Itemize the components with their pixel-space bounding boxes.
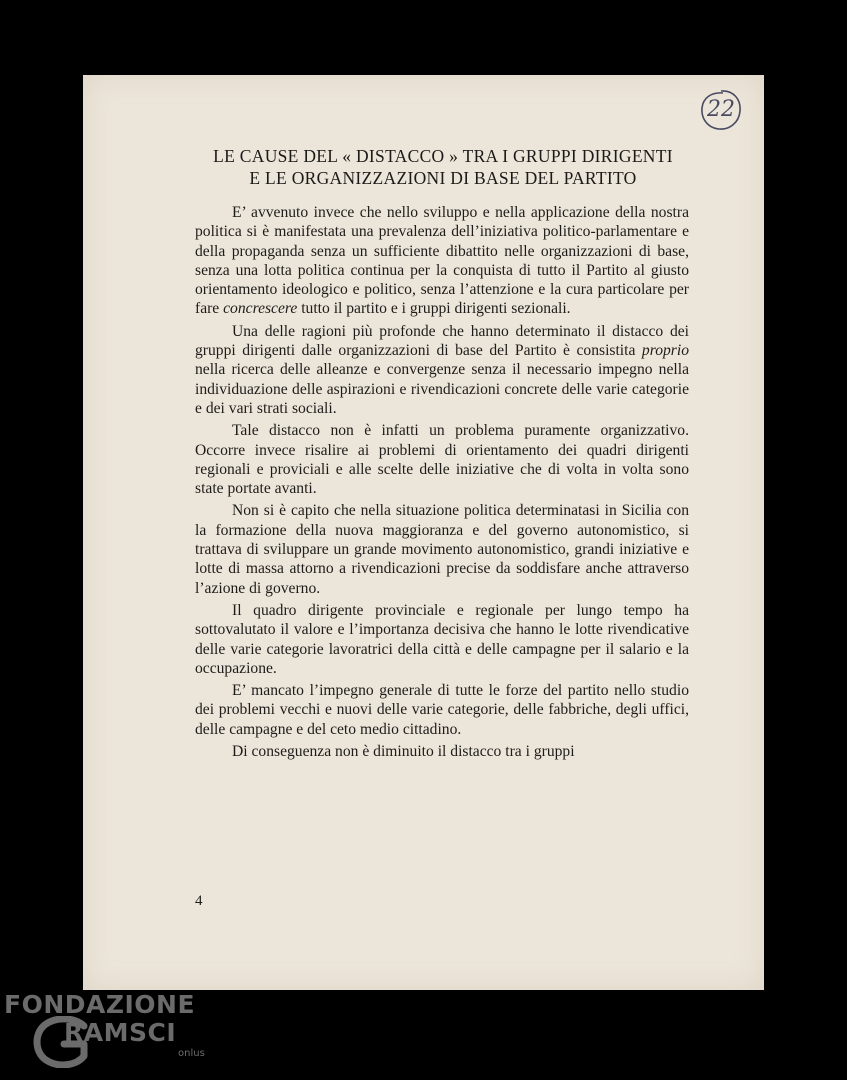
document-page — [83, 75, 764, 990]
paragraph-6 — [195, 681, 689, 739]
watermark-line-3: onlus — [178, 1048, 205, 1059]
title-line-1: LE CAUSE DEL « DISTACCO » TRA I GRUPPI DIRIGENTI — [213, 146, 673, 166]
watermark-logo — [4, 990, 209, 1070]
paragraph-5 — [195, 601, 689, 678]
paragraph-2 — [195, 322, 689, 418]
paragraph-text: Non si è capito che nella situazione politica determinatasi in Sicilia con la formazione della nuova maggioranza e del governo autonomistico, si trattava di sviluppare un grande movimento autonomistico, grandi iniziative e lotte di massa attorno a rivendicazioni precise da soddisfare anche attraverso l’azione di governo. — [195, 502, 689, 597]
page-title — [183, 145, 703, 189]
paragraph-text: Il quadro dirigente provinciale e regionale per lungo tempo ha sottovalutato il valore e l’importanza decisiva che hanno le lotte rivendicative delle varie categorie lavoratrici della città e delle campagne per il salario e la occupazione. — [195, 601, 689, 677]
folio-mark — [698, 87, 744, 133]
paragraph-1 — [195, 203, 689, 319]
paragraph-text: Tale distacco non è infatti un problema puramente organizzativo. Occorre invece risalire ai problemi di orientamento dei quadri dirigenti regionali e proviciali e alle scelte delle iniziative che di volta in volta sono state portate avanti. — [195, 422, 689, 498]
paragraph-text: E’ avvenuto invece che nello sviluppo e nella applicazione della nostra politica si è manifestata una prevalenza dell’iniziativa politico-parlamentare e della propaganda senza un sufficiente dibattito nelle organizzazioni di base, senza una lotta politica continua per la conquista di tutto il Partito al giusto orientamento ideologico e politico, senza l’attenzione e la cura particolare per fare — [195, 204, 689, 318]
title-line-2: E LE ORGANIZZAZIONI DI BASE DEL PARTITO — [249, 168, 637, 188]
paragraph-italic: proprio — [641, 342, 689, 360]
paragraph-text: nella ricerca delle alleanze e convergenze senza il necessario impegno nella individuazione delle aspirazioni e rivendicazioni concrete delle varie categorie e dei vari strati sociali. — [195, 361, 689, 417]
paragraph-text: Di conseguenza non è diminuito il distacco tra i gruppi — [232, 743, 575, 761]
paragraph-7 — [195, 742, 689, 761]
watermark-line-1: FONDAZIONE — [4, 990, 196, 1019]
paragraph-3 — [195, 421, 689, 498]
paragraph-text: E’ mancato l’impegno generale di tutte le forze del partito nello studio dei problemi vecchi e nuovi delle varie categorie, delle fabbriche, degli uffici, delle campagne e del ceto medio cittadino. — [195, 682, 689, 738]
paragraph-4 — [195, 501, 689, 597]
folio-number: 22 — [707, 97, 735, 122]
paragraph-text: Una delle ragioni più profonde che hanno determinato il distacco dei gruppi dirigenti dalle organizzazioni di base del Partito è consistita — [195, 322, 689, 360]
watermark-line-2: RAMSCI — [64, 1018, 177, 1047]
paragraph-text: tutto il partito e i gruppi dirigenti sezionali. — [297, 300, 571, 318]
body-text — [195, 203, 689, 764]
paragraph-italic: concrescere — [223, 300, 298, 318]
page-number: 4 — [195, 893, 203, 909]
